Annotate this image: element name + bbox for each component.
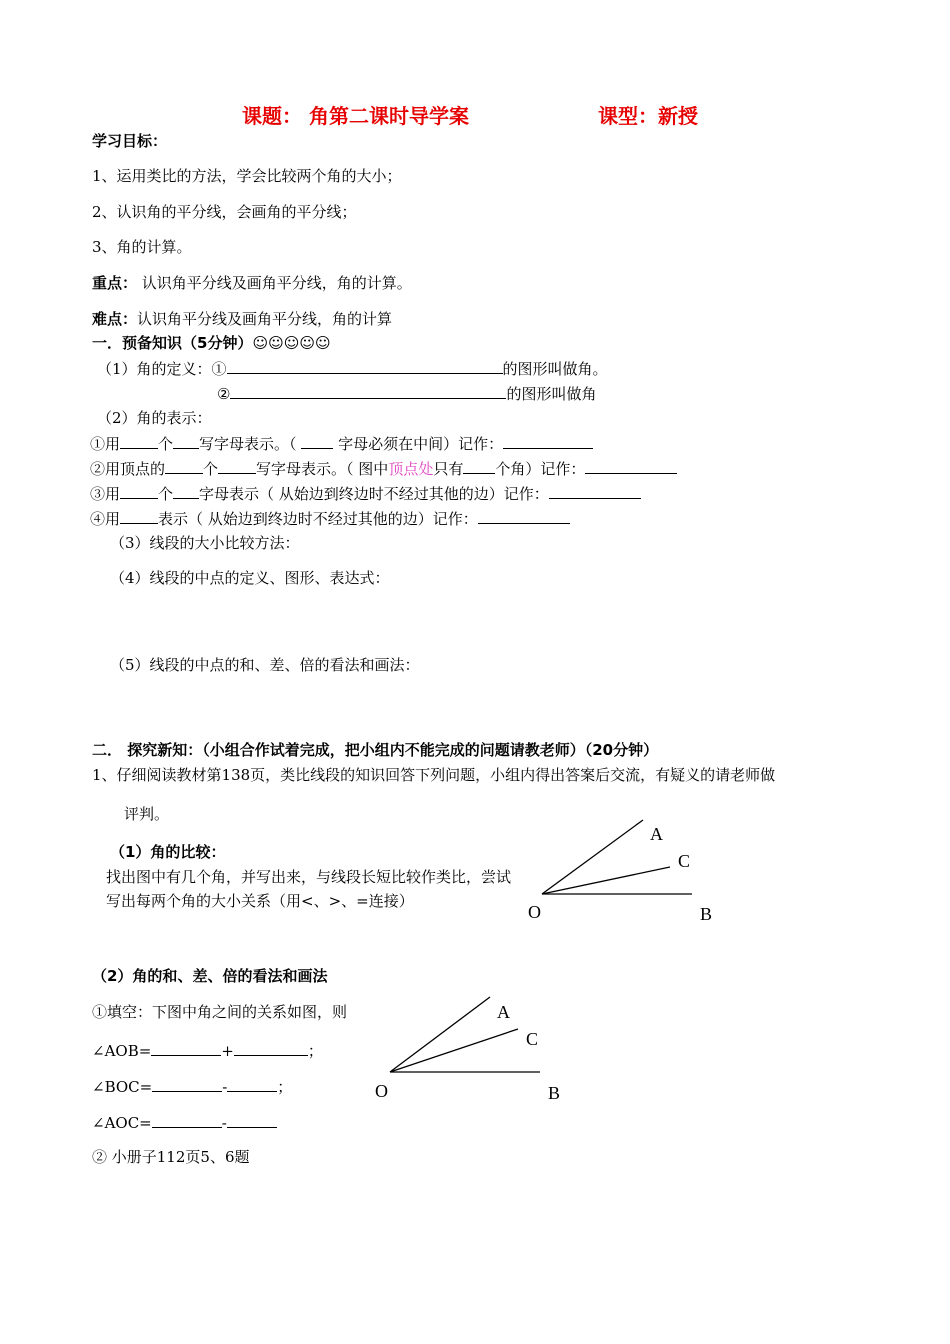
label-b: B (548, 1083, 561, 1103)
answer-blank[interactable] (549, 483, 641, 499)
answer-blank[interactable] (120, 508, 158, 524)
angle-figure-1 (520, 815, 720, 925)
key-point-label: 重点： (92, 274, 138, 292)
definition-marker: ② (217, 385, 231, 403)
answer-blank[interactable] (165, 458, 203, 474)
answer-blank[interactable] (218, 458, 256, 474)
equation-aoc: ∠AOC= - (92, 1112, 277, 1133)
objective-item: 1、运用类比的方法，学会比较两个角的大小； (92, 167, 402, 185)
answer-blank[interactable] (227, 358, 503, 374)
objectives-heading: 学习目标： (92, 132, 168, 150)
label-c: C (678, 851, 691, 871)
representation-label: （2）角的表示： (97, 409, 212, 427)
exercise-reference: ② 小册子112页5、6题 (92, 1148, 250, 1166)
equation-boc: ∠BOC= - ； (92, 1078, 293, 1096)
definition-suffix: 的图形叫做角 (506, 385, 597, 403)
answer-blank[interactable] (120, 433, 158, 449)
equation-aob: ∠AOB= + ； (92, 1042, 323, 1060)
page-title: 课题： 角第二课时导学案 (242, 104, 469, 128)
answer-blank[interactable] (152, 1112, 222, 1128)
definition-line-1 (97, 358, 608, 379)
answer-blank[interactable] (151, 1040, 221, 1056)
label-b: B (700, 904, 713, 924)
answer-blank[interactable] (463, 458, 495, 474)
compare-line2: 写出每两个角的大小关系（用<、>、=连接） (106, 892, 414, 910)
fill-intro: ①填空：下图中角之间的关系如图，则 (92, 1003, 348, 1021)
compare-heading: （1）角的比较： (110, 843, 226, 861)
label-o: O (375, 1081, 388, 1101)
answer-blank[interactable] (173, 483, 199, 499)
answer-blank[interactable] (585, 458, 677, 474)
answer-blank[interactable] (173, 433, 199, 449)
answer-blank[interactable] (301, 433, 333, 449)
task1-line2: 评判。 (124, 805, 170, 823)
definition-label: （1）角的定义：① (97, 360, 227, 378)
ops-heading: （2）角的和、差、倍的看法和画法 (92, 967, 328, 985)
angle-figure-2 (370, 992, 570, 1102)
section2-heading: 二． 探究新知：（小组合作试着完成，把小组内不能完成的问题请教老师）（20分钟） (92, 741, 659, 759)
difficult-point-label: 难点： (92, 310, 138, 328)
difficult-point-text: 认识角平分线及画角平分线，角的计算 (137, 310, 393, 328)
key-point (92, 273, 412, 293)
label-a: A (650, 824, 663, 844)
label-a: A (497, 1002, 510, 1022)
definition-suffix: 的图形叫做角。 (502, 360, 608, 378)
definition-line-2 (217, 383, 596, 404)
difficult-point (92, 309, 392, 329)
highlight-vertex: 顶点处 (388, 460, 434, 478)
answer-blank[interactable] (152, 1076, 222, 1092)
answer-blank[interactable] (227, 1112, 277, 1128)
ray-oa (390, 997, 490, 1072)
lesson-type: 课型：新授 (598, 104, 698, 128)
answer-blank[interactable] (120, 483, 158, 499)
answer-blank[interactable] (234, 1040, 308, 1056)
representation-rule-3: ③用 个 字母表示（ 从始边到终边时不经过其他的边）记作： (90, 483, 641, 504)
label-c: C (526, 1029, 539, 1049)
answer-blank[interactable] (478, 508, 570, 524)
representation-rule-2: ②用顶点的 个 写字母表示。（ 图中顶点处只有 个角）记作： (90, 458, 677, 479)
key-point-text: 认识角平分线及画角平分线，角的计算。 (137, 274, 412, 292)
representation-rule-4: ④用 表示（ 从始边到终边时不经过其他的边）记作： (90, 508, 570, 529)
label-o: O (528, 902, 541, 922)
task1-line1: 1、仔细阅读教材第138页，类比线段的知识回答下列问题，小组内得出答案后交流，有疑义的请老师做 (92, 766, 776, 784)
representation-rule-1: ①用 个 写字母表示。（ 字母必须在中间）记作： (90, 433, 593, 454)
question-5: （5）线段的中点的和、差、倍的看法和画法： (110, 656, 420, 674)
ray-oc (390, 1029, 518, 1072)
answer-blank[interactable] (227, 1076, 277, 1092)
objective-item: 2、认识角的平分线，会画角的平分线； (92, 203, 357, 221)
question-4: （4）线段的中点的定义、图形、表达式： (110, 569, 390, 587)
objective-item: 3、角的计算。 (92, 238, 192, 256)
answer-blank[interactable] (503, 433, 593, 449)
question-3: （3）线段的大小比较方法： (110, 534, 300, 552)
answer-blank[interactable] (230, 383, 506, 399)
compare-line1: 找出图中有几个角，并写出来，与线段长短比较作类比，尝试 (106, 868, 512, 886)
section1-heading: 一．预备知识（5分钟）☺☺☺☺☺ (92, 334, 331, 352)
